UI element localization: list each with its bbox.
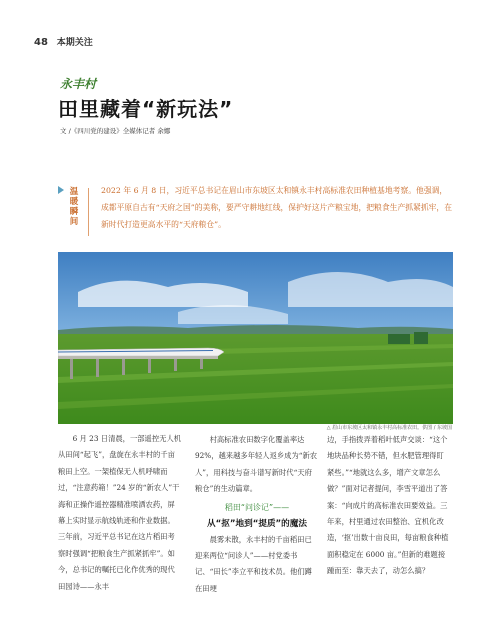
photo-caption: △ 眉山市东坡区太和镇永丰村高标准农田。供图 / 东坡国: [326, 425, 452, 431]
page-number: 48: [34, 37, 48, 48]
intro-paragraph: 2022 年 6 月 8 日，习近平总书记在眉山市东坡区太和镇永丰村高标准农田种植基地考察。他强调，成都平原自古有“天府之国”的美称，要严守耕地红线，保护好这片产粮宝地，把粮食生产抓紧抓牢，在新时代打造更高水平的“天府粮仓”。: [101, 186, 453, 229]
triangle-marker-icon: [58, 186, 64, 194]
body-paragraph: 晨雾未散，永丰村的千亩稻田已迎来两位“问诊人”——村党委书记、“田长”李立平和技术员。他们蹲在田埂: [195, 534, 312, 593]
byline: 文 /《四川党的建设》全媒体记者 余娜: [60, 127, 171, 135]
page-header: [34, 35, 93, 48]
village-name: 永丰村: [60, 77, 97, 91]
subheading: [195, 500, 319, 532]
farmland-train-illustration: [58, 252, 453, 424]
body-paragraph: 边，手指拨弄着稻叶低声交谈：“这个地块品种长势不错，但水肥管理得盯紧些。”“地就这么多，增产文章怎么做？”面对记者提问，李雪平道出了答案：“向成片的高标准农田要效益。三年来，村里通过农田整治、宜机化改造，‘抠’出数十亩良田，每亩粮食种植面积稳定在 6000 亩。”但新的难题接踵而至：靠天去了，动怎么搞？: [327, 435, 449, 576]
intro-tag: 温暖瞬间: [69, 187, 79, 227]
section-title: 本期关注: [56, 38, 93, 48]
farmland-photo: [58, 252, 453, 424]
subheading-line-2: 从“抠”地到“提质”的魔法: [207, 518, 307, 529]
article-title: 田里藏着“新玩法”: [58, 97, 234, 121]
subheading-line-1: 稻田“问诊记”——: [224, 502, 290, 512]
body-paragraph: 村高标准农田数字化覆盖率达 92%，越来越多年轻人返乡成为“新农人”，用科技与奋斗谱写新时代“天府粮仓”的生动篇章。: [195, 435, 318, 494]
body-column-3: [327, 432, 451, 580]
body-column-2: [195, 432, 319, 597]
body-column-1: [58, 431, 182, 595]
body-paragraph: 6 月 23 日清晨，一部遥控无人机从田间“起飞”，盘旋在永丰村的千亩粮田上空。一架植保无人机呼啸而过，“注意药箱！”24 岁的“新农人”干海和正操作遥控器精准喷洒农药，屏幕上实时显示航线轨迹和作业数据。三年前，习近平总书记在这片稻田考察时强调“把粮食生产抓紧抓牢”。如今，总书记的嘱托已化作优秀的现代田园诗——永丰: [58, 434, 182, 591]
intro-divider: [88, 188, 89, 236]
